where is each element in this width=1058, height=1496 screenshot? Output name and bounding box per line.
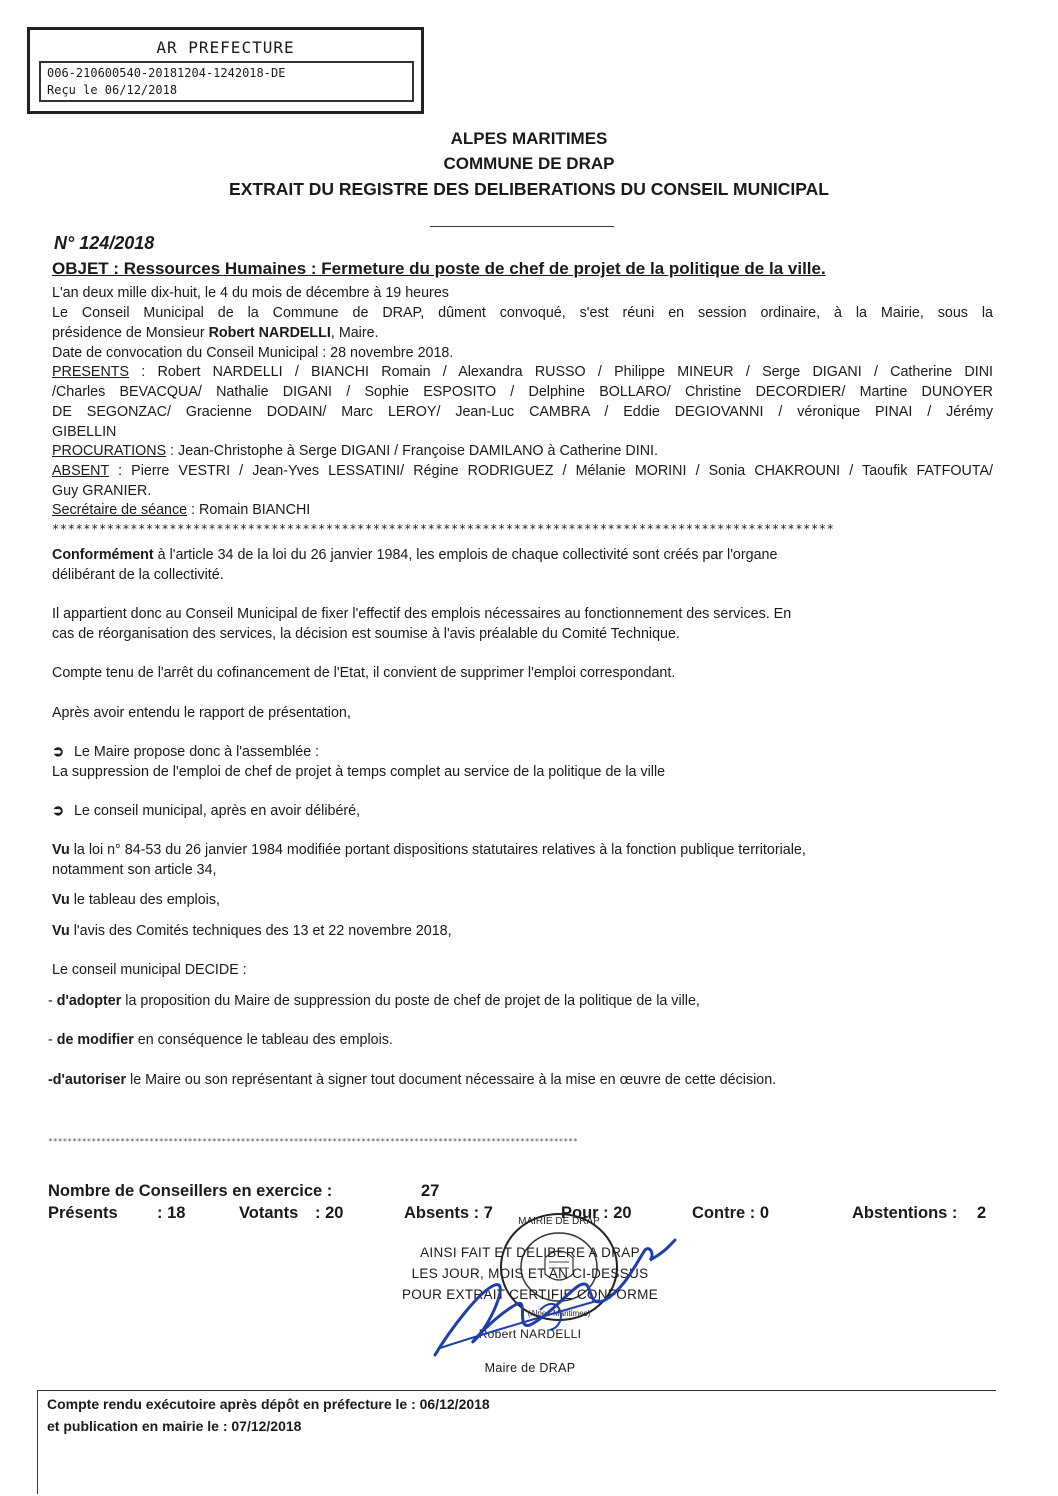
absent-label: ABSENT bbox=[52, 463, 109, 479]
header-commune: COMMUNE DE DRAP bbox=[443, 154, 615, 173]
vu-label: Vu bbox=[52, 923, 70, 939]
decision-2-verb: de modifier bbox=[56, 1032, 134, 1048]
intro-presidence-text: présidence de Monsieur bbox=[52, 325, 209, 341]
decision-3-text: le Maire ou son représentant à signer tout document nécessaire à la mise en œuvre de cette décision. bbox=[126, 1072, 777, 1088]
stamp-reference: 006-210600540-20181204-1242018-DE bbox=[47, 66, 286, 80]
footer-box bbox=[37, 1390, 996, 1494]
arrow-bullet-icon: ➲ bbox=[52, 803, 64, 819]
presents-count-label: Présents bbox=[48, 1204, 118, 1222]
presents-names-1: : Robert NARDELLI / BIANCHI Romain / Alexandra RUSSO / Philippe MINEUR / Serge DIGANI / Catherine DINI bbox=[129, 364, 993, 380]
council-deliberated-text: Le conseil municipal, après en avoir délibéré, bbox=[73, 803, 361, 819]
vu-avis-text: l'avis des Comités techniques des 13 et 22 novembre 2018, bbox=[69, 923, 452, 939]
decision-1-text: la proposition du Maire de suppression du poste de chef de projet de la politique de la ville, bbox=[121, 993, 700, 1009]
intro-presidence bbox=[52, 325, 379, 341]
signature-line-3: POUR EXTRAIT CERTIFIE CONFORME bbox=[401, 1287, 659, 1302]
vu-loi-line-2: notamment son article 34, bbox=[52, 862, 217, 878]
abstentions-label: Abstentions : bbox=[852, 1204, 958, 1222]
abstentions-value: 2 bbox=[977, 1204, 987, 1222]
separator-stars-2: ************************************************************************************************************** bbox=[48, 1137, 578, 1146]
contre-count: Contre : 0 bbox=[692, 1204, 770, 1222]
decision-2 bbox=[48, 1032, 393, 1048]
convocation-date: Date de convocation du Conseil Municipal : 28 novembre 2018. bbox=[52, 345, 454, 361]
stamp-received-date: Reçu le 06/12/2018 bbox=[47, 83, 178, 97]
presents-line-3: DE SEGONZAC/ Gracienne DODAIN/ Marc LEROY/ Jean-Luc CAMBRA / Eddie DEGIOVANNI / véronique PINAI / Jérémy bbox=[52, 404, 993, 420]
signature-line-1: AINSI FAIT ET DELIBERE A DRAP bbox=[420, 1245, 640, 1260]
signature-line-2: LES JOUR, MOIS ET AN CI-DESSUS bbox=[411, 1266, 649, 1281]
intro-date: L'an deux mille dix-huit, le 4 du mois de décembre à 19 heures bbox=[52, 285, 449, 301]
vu-tableau bbox=[52, 892, 220, 908]
vu-avis bbox=[52, 923, 452, 939]
paragraph-2-line-1: Il appartient donc au Conseil Municipal de fixer l'effectif des emplois nécessaires au fonctionnement des services. En bbox=[52, 606, 792, 622]
paragraph-1-bold: Conformément bbox=[52, 547, 154, 563]
paragraph-2-line-2: cas de réorganisation des services, la décision est soumise à l'avis préalable du Comité Technique. bbox=[52, 626, 680, 642]
decision-dash: - bbox=[48, 1032, 57, 1048]
header-divider bbox=[430, 226, 614, 227]
stamp-reference-box bbox=[39, 61, 414, 102]
procurations bbox=[52, 443, 658, 459]
seal-bottom-text: (Alpes-Maritimes) bbox=[527, 1309, 591, 1318]
paragraph-3: Compte tenu de l'arrêt du cofinancement de l'Etat, il convient de supprimer l'emploi correspondant. bbox=[52, 665, 676, 681]
secretaire-seance bbox=[52, 502, 310, 518]
vu-loi-text: la loi n° 84-53 du 26 janvier 1984 modifiée portant dispositions statutaires relatives à la fonction publique territoriale, bbox=[69, 842, 806, 858]
paragraph-4: Après avoir entendu le rapport de présentation, bbox=[52, 705, 351, 721]
secretaire-label: Secrétaire de séance bbox=[52, 502, 188, 518]
decision-1-verb: d'adopter bbox=[56, 993, 122, 1009]
procurations-label: PROCURATIONS bbox=[52, 443, 167, 459]
presents-line-1 bbox=[52, 364, 993, 380]
vu-label: Vu bbox=[52, 892, 70, 908]
mayor-proposal bbox=[52, 744, 319, 760]
mayor-proposal-text: Le Maire propose donc à l'assemblée : bbox=[73, 744, 320, 760]
vu-label: Vu bbox=[52, 842, 70, 858]
presents-line-2: /Charles BEVACQUA/ Nathalie DIGANI / Sophie ESPOSITO / Delphine BOLLARO/ Christine DECORDIER/ Martine DUNOYER bbox=[52, 384, 993, 400]
pour-count: Pour : 20 bbox=[561, 1204, 632, 1222]
footer-prefecture-date: Compte rendu exécutoire après dépôt en préfecture le : 06/12/2018 bbox=[47, 1396, 490, 1412]
separator-stars: **************************************************************************************************** bbox=[52, 522, 835, 536]
seal-top-text: MAIRIE DE DRAP bbox=[518, 1216, 600, 1227]
secretaire-name: : Romain BIANCHI bbox=[187, 502, 311, 518]
procurations-text: : Jean-Christophe à Serge DIGANI / Françoise DAMILANO à Catherine DINI. bbox=[166, 443, 658, 459]
vu-loi-line-1 bbox=[52, 842, 806, 858]
arrow-bullet-icon: ➲ bbox=[52, 744, 64, 760]
paragraph-1-text: à l'article 34 de la loi du 26 janvier 1984, les emplois de chaque collectivité sont créés par l'organe bbox=[153, 547, 778, 563]
absent-line-2: Guy GRANIER. bbox=[52, 483, 152, 499]
absent-names: : Pierre VESTRI / Jean-Yves LESSATINI/ Régine RODRIGUEZ / Mélanie MORINI / Sonia CHAKROUNI / Taoufik FATFOUTA/ bbox=[108, 463, 993, 479]
council-deliberated bbox=[52, 803, 360, 819]
proposal-detail: La suppression de l'emploi de chef de projet à temps complet au service de la politique de la ville bbox=[52, 764, 666, 780]
paragraph-1-line-2: délibérant de la collectivité. bbox=[52, 567, 224, 583]
header-register-title: EXTRAIT DU REGISTRE DES DELIBERATIONS DU CONSEIL MUNICIPAL bbox=[229, 179, 829, 199]
deliberation-subject: OBJET : Ressources Humaines : Fermeture du poste de chef de projet de la politique de la ville. bbox=[52, 259, 826, 278]
signatory-role: Maire de DRAP bbox=[484, 1361, 576, 1375]
stamp-title: AR PREFECTURE bbox=[156, 38, 295, 57]
conseillers-label: Nombre de Conseillers en exercice : bbox=[48, 1182, 333, 1200]
paragraph-1-line-1 bbox=[52, 547, 777, 563]
votants-label: Votants bbox=[239, 1204, 299, 1222]
intro-convocation: Le Conseil Municipal de la Commune de DRAP, dûment convoqué, s'est réuni en session ordinaire, à la Mairie, sous la bbox=[52, 305, 993, 321]
intro-presidence-end: , Maire. bbox=[330, 325, 379, 341]
decision-2-text: en conséquence le tableau des emplois. bbox=[133, 1032, 393, 1048]
absents-count: Absents : 7 bbox=[404, 1204, 493, 1222]
header-department: ALPES MARITIMES bbox=[450, 129, 608, 148]
council-decides: Le conseil municipal DECIDE : bbox=[52, 962, 247, 978]
mayor-name: Robert NARDELLI bbox=[208, 325, 331, 341]
presents-count-value: : 18 bbox=[157, 1204, 186, 1222]
decision-3-verb: -d'autoriser bbox=[48, 1072, 127, 1088]
prefecture-stamp bbox=[27, 27, 424, 114]
presents-line-4: GIBELLIN bbox=[52, 424, 117, 440]
conseillers-value: 27 bbox=[421, 1182, 440, 1200]
decision-dash: - bbox=[48, 993, 57, 1009]
votants-value: : 20 bbox=[315, 1204, 344, 1222]
decision-3 bbox=[48, 1072, 776, 1088]
vu-tableau-text: le tableau des emplois, bbox=[69, 892, 220, 908]
handwritten-signature bbox=[420, 1230, 690, 1370]
footer-publication-date: et publication en mairie le : 07/12/2018 bbox=[47, 1418, 302, 1434]
decision-1 bbox=[48, 993, 700, 1009]
presents-label: PRESENTS bbox=[52, 364, 130, 380]
signatory-name: Robert NARDELLI bbox=[478, 1327, 582, 1341]
deliberation-number: N° 124/2018 bbox=[54, 233, 155, 253]
absent-line-1 bbox=[52, 463, 993, 479]
